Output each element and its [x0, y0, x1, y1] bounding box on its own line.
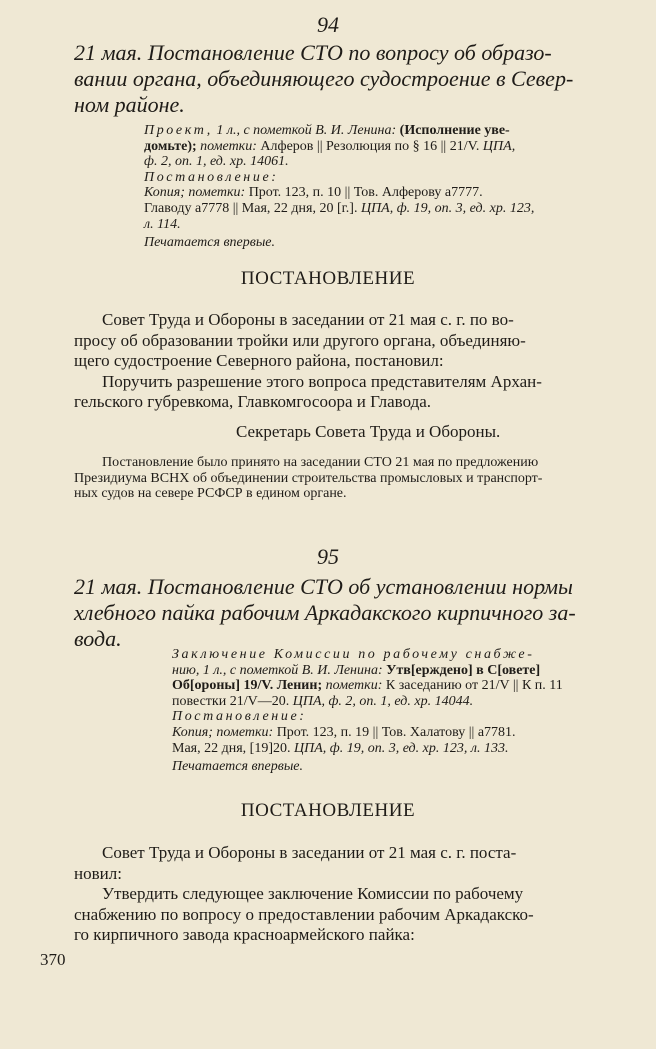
- document-heading: [74, 40, 634, 118]
- archival-source: Заключение Комиссии по рабочему снабже- нию, 1 л., с пометкой В. И. Ленина: Утв[ерждено] в С[овете] Об[ороны] 19/V. Ленин; пометки: К заседанию от 21/V || К п. 11 повестки 21/V—20. ЦПА, ф. 2, оп. 1, ед. хр. 14044. Постановление: Копия; пометки: Прот. 123, п. 19 || Тов. Халатову || а7781. Мая, 22 дня, [19]20. ЦПА, ф. 19, оп. 3, ед. хр. 123, л. 133. Печатается впервые.: [172, 647, 632, 775]
- body-line: щего судостроение Северного района, постановил:: [74, 351, 444, 370]
- heading-line: ном районе.: [74, 92, 185, 117]
- resolution-title: ПОСТАНОВЛЕНИЕ: [240, 800, 416, 821]
- body-line: Утвердить следующее заключение Комиссии по рабочему: [102, 884, 524, 903]
- heading-line: 21 мая. Постановление СТО об установлении нормы: [74, 574, 573, 599]
- body-line: гельского губревкома, Главкомгосоора и Главода.: [74, 392, 432, 411]
- page-number: 370: [40, 950, 66, 969]
- source-type: Постановление:: [144, 169, 279, 185]
- source-type: Проект,: [144, 123, 213, 138]
- source-type: Постановление:: [172, 709, 307, 725]
- source-type: Заключение Комиссии по рабочему снабже-: [172, 647, 535, 662]
- publication-note: Печатается впервые.: [172, 759, 304, 775]
- heading-line: 21 мая. Постановление СТО по вопросу об образо-: [74, 40, 552, 65]
- body-line: Совет Труда и Обороны в заседании от 21 мая с. г. поста-: [102, 843, 517, 862]
- body-line: просу об образовании тройки или другого органа, объединяю-: [74, 330, 526, 350]
- resolution-title: ПОСТАНОВЛЕНИЕ: [240, 268, 416, 289]
- signature: Секретарь Совета Труда и Обороны.: [236, 422, 501, 441]
- body-line: новил:: [74, 863, 122, 883]
- heading-line: хлебного пайка рабочим Аркадакского кирпичного за-: [74, 600, 576, 625]
- document-number: 94: [317, 12, 339, 37]
- heading-line: вода.: [74, 626, 122, 651]
- publication-note: Печатается впервые.: [144, 235, 276, 251]
- body-line: го кирпичного завода красноармейского пайка:: [74, 925, 415, 944]
- heading-line: вании органа, объединяющего судостроение в Север-: [74, 66, 574, 91]
- resolution-body: [74, 310, 630, 413]
- editorial-note: Постановление было принято на заседании СТО 21 мая по предложению Президиума ВСНХ об объединении строительства промысловых и транспорт- ных судов на севере РСФСР в едином органе.: [74, 455, 543, 501]
- document-number: 95: [317, 544, 339, 569]
- resolution-body: [74, 843, 630, 946]
- archival-source: Проект, 1 л., с пометкой В. И. Ленина: (Исполнение уве- домьте); пометки: Алферов || Резолюция по § 16 || 21/V. ЦПА, ф. 2, оп. 1, ед. хр. 14061. Постановление: Копия; пометки: Прот. 123, п. 10 || Тов. Алферову а7777. Главоду а7778 || Мая, 22 дня, 20 [г.]. ЦПА, ф. 19, оп. 3, ед. хр. 123, л. 114. Печатается впервые.: [144, 123, 632, 251]
- body-line: снабжению по вопросу о предоставлении рабочим Аркадакско-: [74, 904, 534, 924]
- body-line: Совет Труда и Обороны в заседании от 21 мая с. г. по во-: [102, 310, 514, 329]
- body-line: Поручить разрешение этого вопроса представителям Архан-: [102, 371, 542, 391]
- document-heading: [74, 574, 634, 652]
